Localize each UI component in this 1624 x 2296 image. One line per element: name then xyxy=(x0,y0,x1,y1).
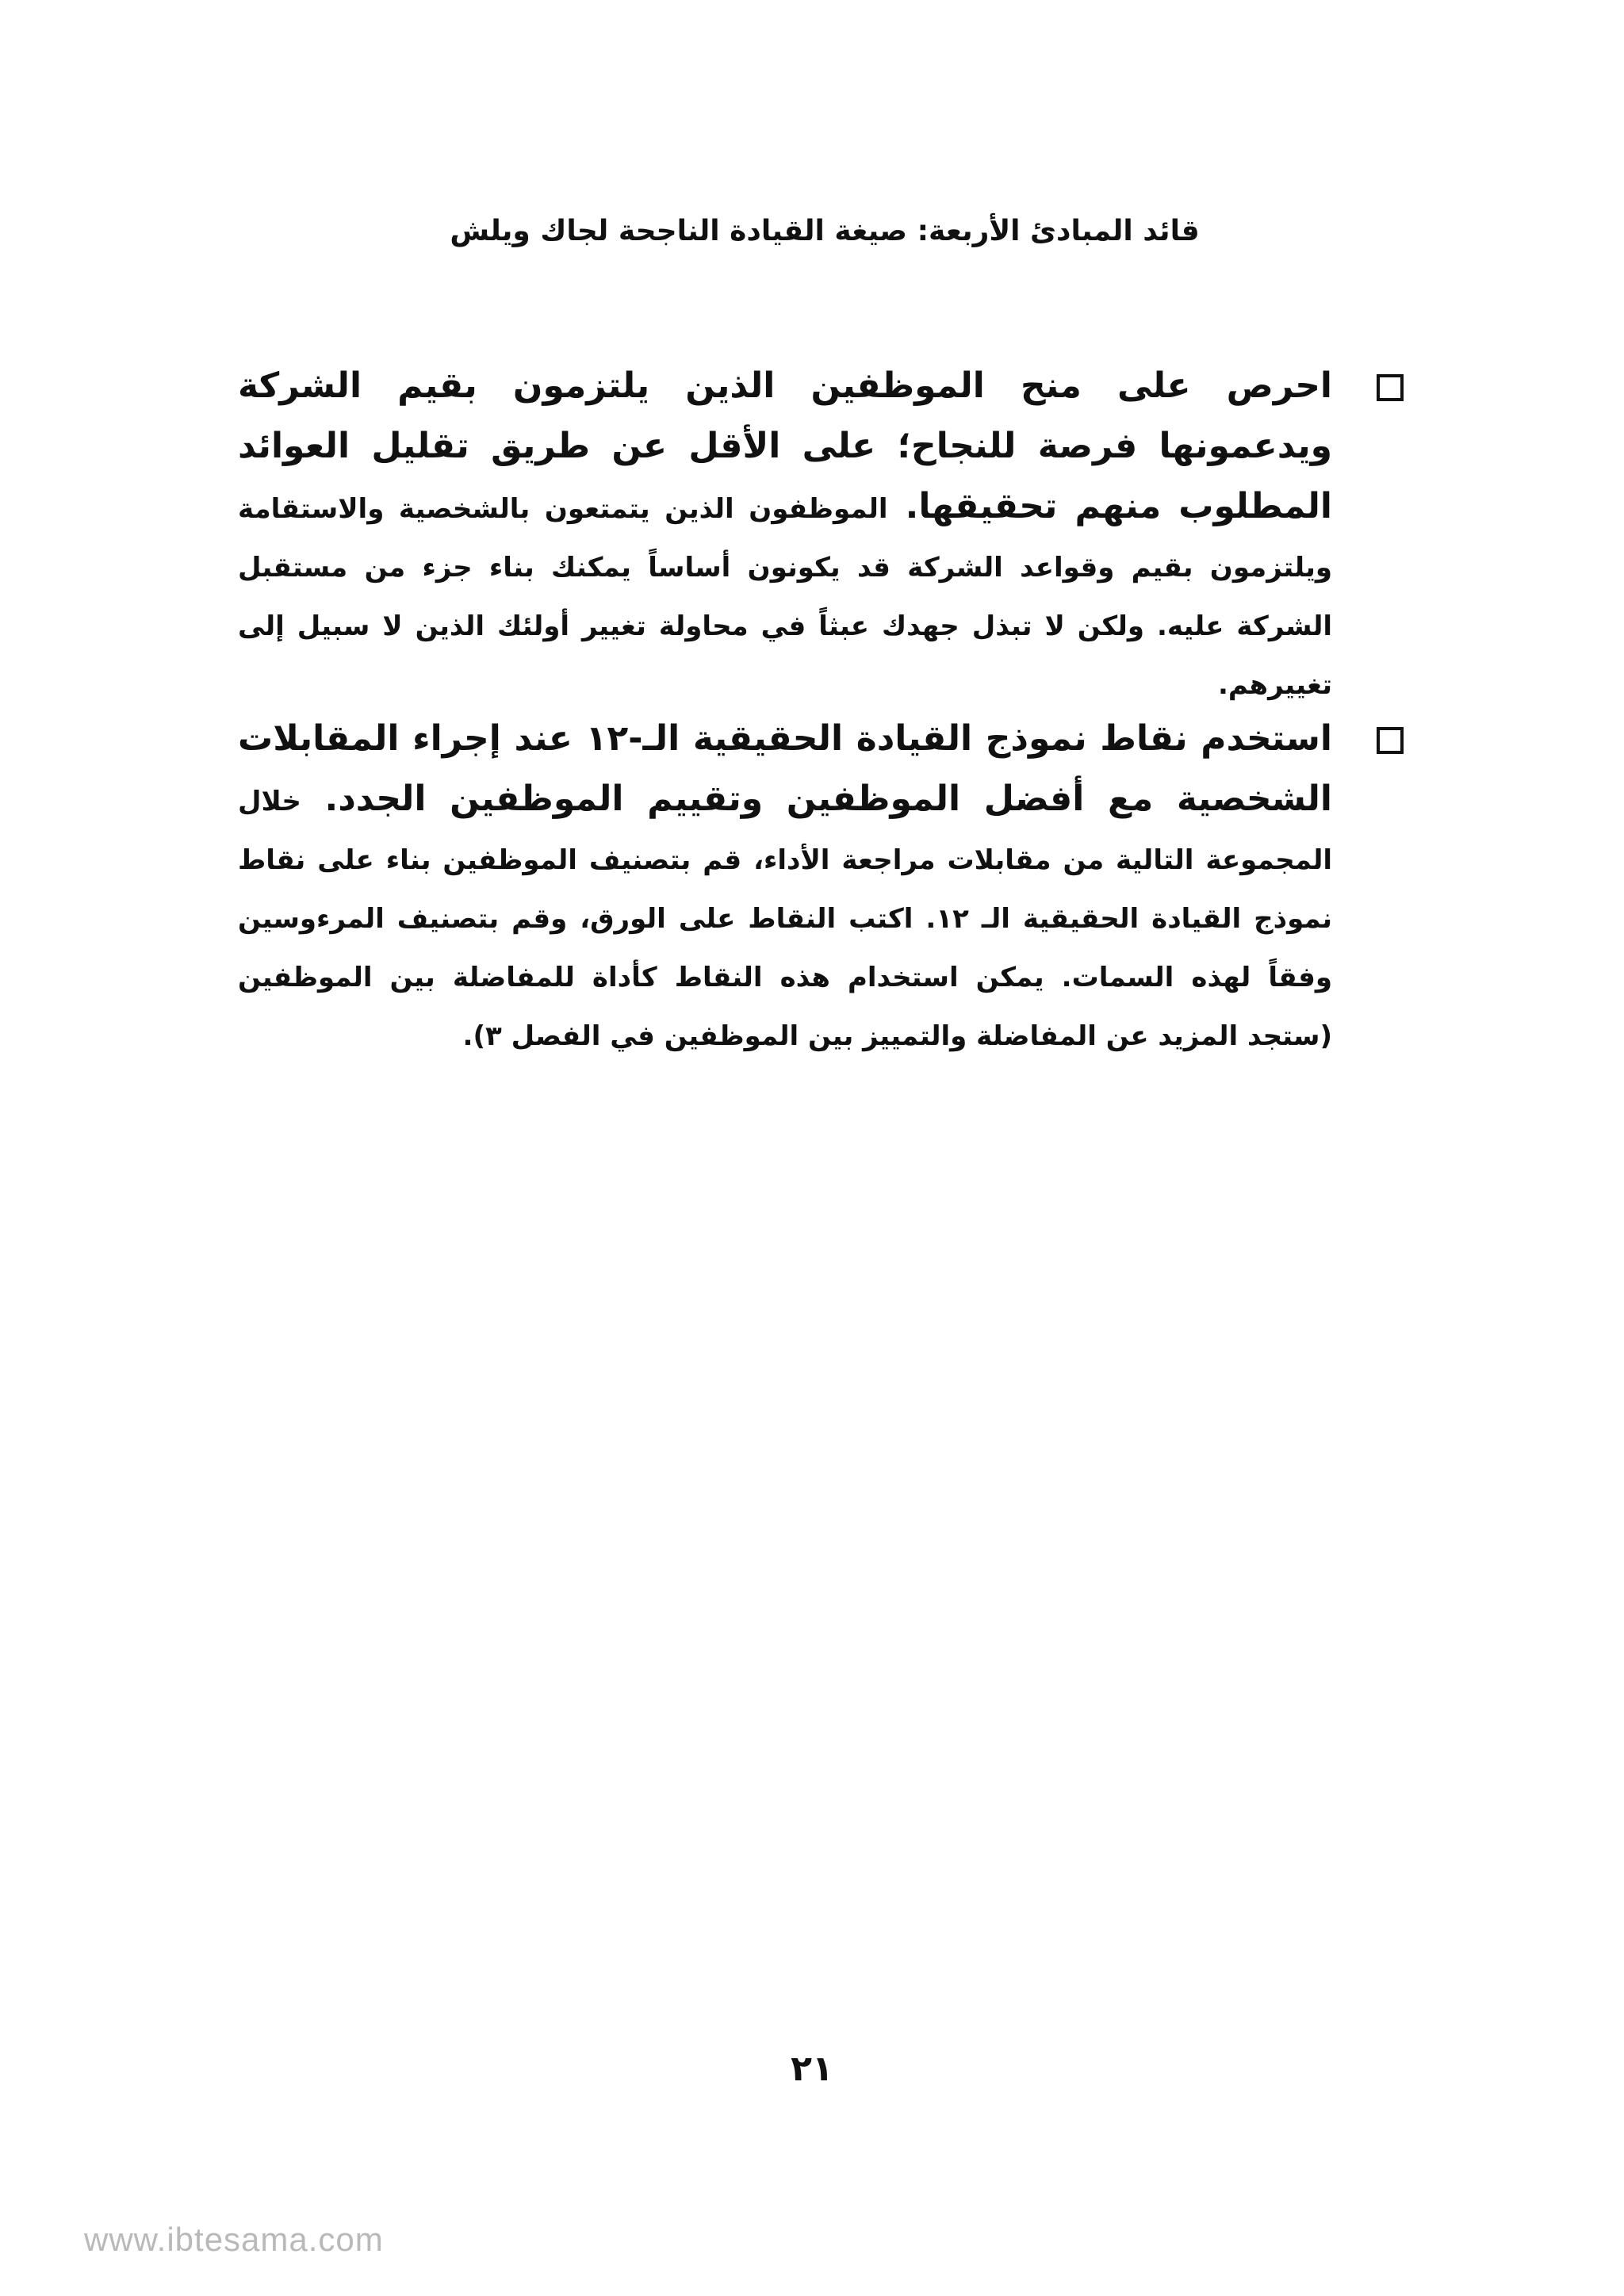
running-header: قائد المبادئ الأربعة: صيغة القيادة الناجحة لجاك ويلش xyxy=(450,215,1200,247)
item-lead-text: استخدم نقاط نموذج القيادة الحقيقية الـ-١٢ عند إجراء المقابلات الشخصية مع أفضل الموظفين وتقييم الموظفين الجدد. xyxy=(238,718,1332,819)
item-lead-text: احرص على منح الموظفين الذين يلتزمون بقيم الشركة ويدعمونها فرصة للنجاح؛ على الأقل عن طريق تقليل العوائد المطلوب منهم تحقيقها. xyxy=(238,365,1332,526)
checklist-item-text xyxy=(238,357,1332,714)
checkbox-icon xyxy=(1377,727,1404,754)
checklist-item-text xyxy=(238,710,1332,1066)
watermark: www.ibtesama.com xyxy=(84,2221,384,2258)
page-number: ٢١ xyxy=(791,2049,833,2089)
item-body-text: خلال المجموعة التالية من مقابلات مراجعة الأداء، قم بتصنيف الموظفين بناء على نقاط نموذج القيادة الحقيقية الـ ١٢. اكتب النقاط على الورق، وقم بتصنيف المرءوسين وفقاً لهذه السمات. يمكن استخدام هذه النقاط كأداة للمفاضلة بين الموظفين (ستجد المزيد عن المفاضلة والتمييز بين الموظفين في الفصل ٣). xyxy=(238,786,1332,1052)
checklist-item xyxy=(238,357,1404,714)
item-body-text: الموظفون الذين يتمتعون بالشخصية والاستقامة ويلتزمون بقيم وقواعد الشركة قد يكونون أساساً يمكنك بناء جزء من مستقبل الشركة عليه. ولكن لا تبذل جهدك عبثاً في محاولة تغيير أولئك الذين لا سبيل إلى تغييرهم. xyxy=(238,493,1332,701)
checkbox-icon xyxy=(1377,374,1404,401)
checklist-item xyxy=(238,710,1404,1066)
